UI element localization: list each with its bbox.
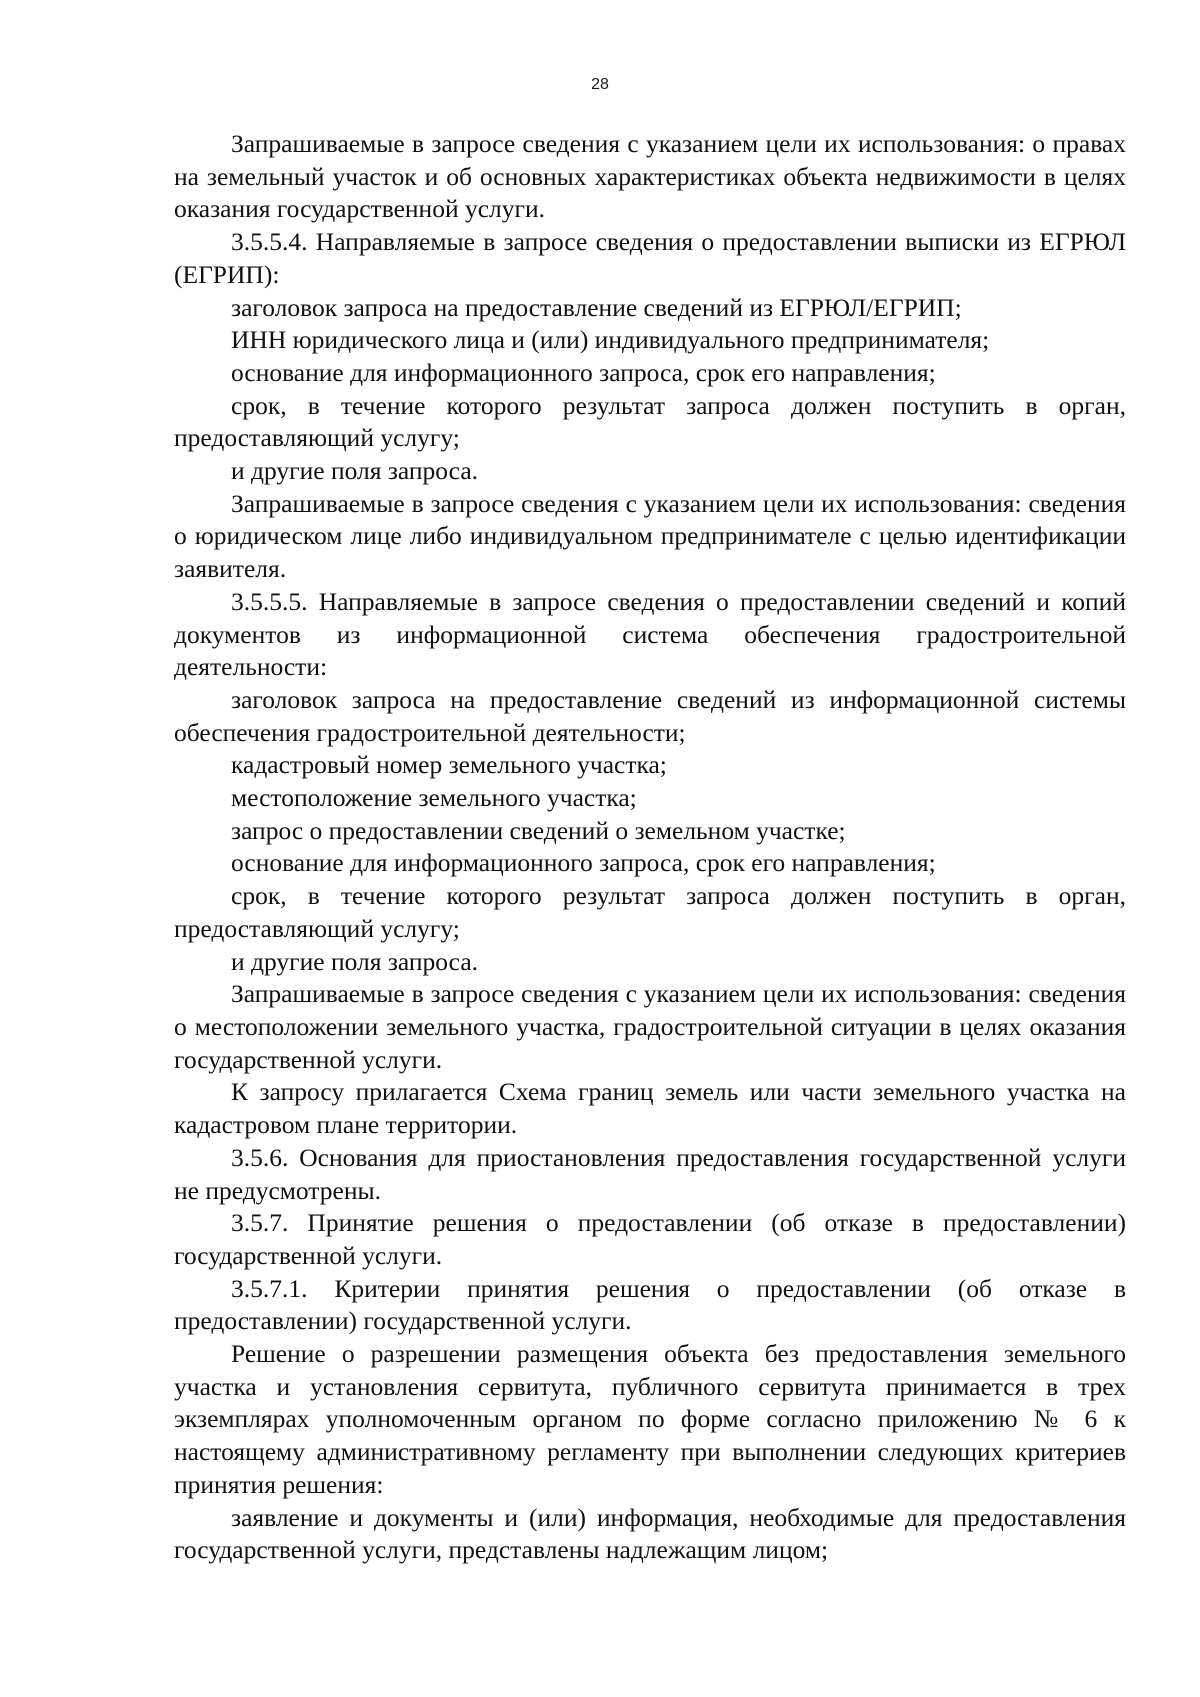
paragraph: Запрашиваемые в запросе сведения с указанием цели их использования: о правах на земельный участок и об основных характеристиках объекта недвижимости в целях оказания государственной услуги. [174, 129, 1126, 224]
paragraph: срок, в течение которого результат запроса должен поступить в орган, предоставляющий услугу; [174, 881, 1126, 943]
paragraph: 3.5.6. Основания для приостановления предоставления государственной услуги не предусмотрены. [174, 1142, 1126, 1205]
paragraph: заголовок запроса на предоставление сведений из информационной системы обеспечения градостроительной деятельности; [174, 684, 1126, 747]
paragraph: 3.5.5.5. Направляемые в запросе сведения о предоставлении сведений и копий документов из информационной система обеспечения градостроительной деятельности: [174, 586, 1126, 682]
paragraph: Запрашиваемые в запросе сведения с указанием цели их использования: сведения о юридическом лице либо индивидуальном предпринимателе с целью идентификации заявителя. [174, 488, 1126, 584]
paragraph: 3.5.5.4. Направляемые в запросе сведения о предоставлении выписки из ЕГРЮЛ (ЕГРИП): [174, 227, 1126, 289]
paragraph: и другие поля запроса. [231, 946, 479, 976]
paragraph: заявление и документы и (или) информация, необходимые для предоставления государственной услуги, представлены надлежащим лицом; [174, 1502, 1126, 1565]
paragraph: 3.5.7.1. Критерии принятия решения о предоставлении (об отказе в предоставлении) государственной услуги. [174, 1273, 1126, 1336]
paragraph: и другие поля запроса. [231, 456, 479, 486]
document-body [174, 128, 1126, 1567]
paragraph: основание для информационного запроса, срок его направления; [231, 848, 936, 878]
paragraph: местоположение земельного участка; [231, 783, 637, 813]
paragraph: К запросу прилагается Схема границ земель или части земельного участка на кадастровом плане территории. [174, 1077, 1126, 1140]
paragraph: основание для информационного запроса, срок его направления; [231, 357, 936, 387]
paragraph: 3.5.7. Принятие решения о предоставлении (об отказе в предоставлении) государственной услуги. [174, 1208, 1126, 1270]
paragraph: срок, в течение которого результат запроса должен поступить в орган, предоставляющий услугу; [174, 390, 1126, 453]
paragraph: заголовок запроса на предоставление сведений из ЕГРЮЛ/ЕГРИП; [231, 292, 962, 322]
paragraph: Запрашиваемые в запросе сведения с указанием цели их использования: сведения о местоположении земельного участка, градостроительной ситуации в целях оказания государственной услуги. [174, 979, 1126, 1074]
paragraph: запрос о предоставлении сведений о земельном участке; [231, 815, 846, 845]
paragraph: кадастровый номер земельного участка; [231, 750, 667, 780]
paragraph: Решение о разрешении размещения объекта без предоставления земельного участка и установления сервитута, публичного сервитута принимается в трех экземплярах уполномоченным органом по форме согласно приложению № 6 к настоящему административному регламенту при выполнении следующих критериев принятия решения: [174, 1339, 1126, 1499]
paragraph: ИНН юридического лица и (или) индивидуального предпринимателя; [231, 325, 990, 355]
page-number: 28 [591, 76, 609, 93]
